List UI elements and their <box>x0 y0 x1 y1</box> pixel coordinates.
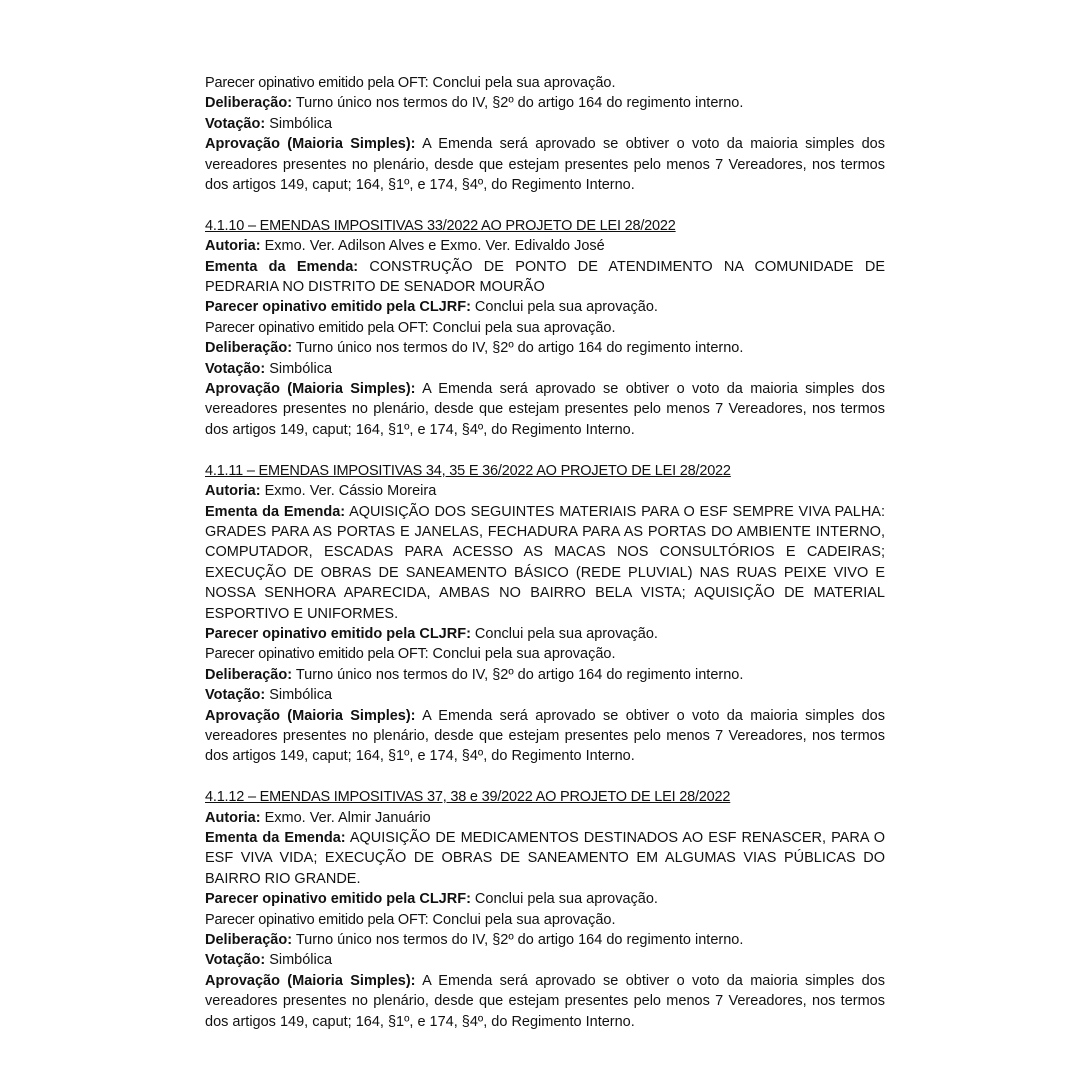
votacao-line <box>205 114 885 134</box>
aprovacao-label: Aprovação (Maioria Simples): <box>205 381 416 398</box>
deliberacao-line <box>205 93 885 113</box>
aprovacao-label: Aprovação (Maioria Simples): <box>205 707 416 724</box>
parecer-oft-text: Conclui pela sua aprovação. <box>428 646 616 663</box>
votacao-line <box>205 950 885 970</box>
autoria-label: Autoria: <box>205 809 261 826</box>
section-heading: 4.1.10 – EMENDAS IMPOSITIVAS 33/2022 AO PROJETO DE LEI 28/2022 <box>205 217 676 234</box>
votacao-line <box>205 685 885 705</box>
aprovacao-text: A Emenda será aprovado se obtiver o voto da maioria simples dos vereadores presentes no plenário, desde que estejam presentes pelo menos 7 Vereadores, nos termos dos artigos 149, caput; 164, §1º, e 174, §4º, do Regimento Interno. <box>205 136 885 194</box>
parecer-oft-label: Parecer opinativo emitido pela OFT: <box>205 911 429 928</box>
section-gap <box>205 195 885 215</box>
section-gap <box>205 767 885 787</box>
votacao-text: Simbólica <box>265 952 333 969</box>
aprovacao-text: A Emenda será aprovado se obtiver o voto da maioria simples dos vereadores presentes no plenário, desde que estejam presentes pelo menos 7 Vereadores, nos termos dos artigos 149, caput; 164, §1º, e 174, §4º, do Regimento Interno. <box>205 707 885 765</box>
votacao-label: Votação: <box>205 115 266 132</box>
aprovacao-text: A Emenda será aprovado se obtiver o voto da maioria simples dos vereadores presentes no plenário, desde que estejam presentes pelo menos 7 Vereadores, nos termos dos artigos 149, caput; 164, §1º, e 174, §4º, do Regimento Interno. <box>205 972 885 1030</box>
votacao-text: Simbólica <box>265 115 333 132</box>
parecer-cljrf-text: Conclui pela sua aprovação. <box>470 891 658 908</box>
document-body <box>205 73 885 1032</box>
parecer-cljrf-label: Parecer opinativo emitido pela CLJRF: <box>205 891 471 908</box>
parecer-oft-line <box>205 910 885 930</box>
parecer-oft-text: Conclui pela sua aprovação. <box>428 75 616 91</box>
parecer-cljrf-line <box>205 624 885 644</box>
ementa-label: Ementa da Emenda: <box>205 258 359 275</box>
deliberacao-text: Turno único nos termos do IV, §2º do artigo 164 do regimento interno. <box>292 95 744 112</box>
deliberacao-line <box>205 338 885 358</box>
parecer-cljrf-label: Parecer opinativo emitido pela CLJRF: <box>205 625 471 642</box>
deliberacao-line <box>205 930 885 950</box>
parecer-oft-label: Parecer opinativo emitido pela OFT: <box>205 75 429 91</box>
ementa-paragraph <box>205 828 885 889</box>
parecer-oft-line <box>205 644 885 664</box>
aprovacao-paragraph <box>205 134 885 195</box>
parecer-cljrf-label: Parecer opinativo emitido pela CLJRF: <box>205 299 471 316</box>
autoria-label: Autoria: <box>205 238 261 255</box>
autoria-line <box>205 236 885 256</box>
section-gap <box>205 440 885 460</box>
deliberacao-line <box>205 665 885 685</box>
parecer-oft-label: Parecer opinativo emitido pela OFT: <box>205 319 429 336</box>
parecer-oft-text: Conclui pela sua aprovação. <box>428 911 616 928</box>
votacao-label: Votação: <box>205 360 266 377</box>
deliberacao-label: Deliberação: <box>205 666 293 683</box>
parecer-cljrf-line <box>205 297 885 317</box>
votacao-label: Votação: <box>205 952 266 969</box>
autoria-label: Autoria: <box>205 483 261 500</box>
parecer-oft-label: Parecer opinativo emitido pela OFT: <box>205 646 429 663</box>
parecer-cljrf-line <box>205 889 885 909</box>
votacao-text: Simbólica <box>265 360 333 377</box>
ementa-text: AQUISIÇÃO DE MEDICAMENTOS DESTINADOS AO ESF RENASCER, PARA O ESF VIVA VIDA; EXECUÇÃO DE OBRAS DE SANEAMENTO EM ALGUMAS VIAS PÚBLICAS DO BAIRRO RIO GRANDE. <box>205 829 886 887</box>
ementa-paragraph <box>205 502 885 624</box>
parecer-oft-line <box>205 73 885 93</box>
parecer-oft-text: Conclui pela sua aprovação. <box>428 319 616 336</box>
parecer-cljrf-text: Conclui pela sua aprovação. <box>470 299 658 316</box>
autoria-text: Exmo. Ver. Almir Januário <box>260 809 431 826</box>
deliberacao-text: Turno único nos termos do IV, §2º do artigo 164 do regimento interno. <box>292 932 744 949</box>
parecer-oft-line <box>205 318 885 338</box>
deliberacao-text: Turno único nos termos do IV, §2º do artigo 164 do regimento interno. <box>292 666 744 683</box>
autoria-text: Exmo. Ver. Adilson Alves e Exmo. Ver. Edivaldo José <box>260 238 605 255</box>
section-heading: 4.1.11 – EMENDAS IMPOSITIVAS 34, 35 E 36/2022 AO PROJETO DE LEI 28/2022 <box>205 462 731 479</box>
ementa-paragraph <box>205 257 885 298</box>
votacao-label: Votação: <box>205 687 266 704</box>
aprovacao-paragraph <box>205 379 885 440</box>
deliberacao-text: Turno único nos termos do IV, §2º do artigo 164 do regimento interno. <box>292 340 744 357</box>
aprovacao-label: Aprovação (Maioria Simples): <box>205 972 416 989</box>
ementa-text: AQUISIÇÃO DOS SEGUINTES MATERIAIS PARA O ESF SEMPRE VIVA PALHA: GRADES PARA AS PORTAS E JANELAS, FECHADURA PARA AS PORTAS DO AMBIENTE INTERNO, COMPUTADOR, ESCADAS PARA ACESSO AS MACAS NOS CONSULTÓRIOS E CADEIRAS; EXECUÇÃO DE OBRAS DE SANEAMENTO BÁSICO (REDE PLUVIAL) NAS RUAS PEIXE VIVO E NOSSA SENHORA APARECIDA, AMBAS NO BAIRRO BELA VISTA; AQUISIÇÃO DE MATERIAL ESPORTIVO E UNIFORMES. <box>205 503 885 622</box>
aprovacao-paragraph <box>205 706 885 767</box>
parecer-cljrf-text: Conclui pela sua aprovação. <box>470 625 658 642</box>
deliberacao-label: Deliberação: <box>205 932 293 949</box>
aprovacao-paragraph <box>205 971 885 1032</box>
section-heading: 4.1.12 – EMENDAS IMPOSITIVAS 37, 38 e 39/2022 AO PROJETO DE LEI 28/2022 <box>205 789 731 806</box>
aprovacao-label: Aprovação (Maioria Simples): <box>205 136 416 153</box>
ementa-label: Ementa da Emenda: <box>205 829 346 846</box>
votacao-text: Simbólica <box>265 687 333 704</box>
autoria-text: Exmo. Ver. Cássio Moreira <box>260 483 437 500</box>
aprovacao-text: A Emenda será aprovado se obtiver o voto da maioria simples dos vereadores presentes no plenário, desde que estejam presentes pelo menos 7 Vereadores, nos termos dos artigos 149, caput; 164, §1º, e 174, §4º, do Regimento Interno. <box>205 381 885 438</box>
autoria-line <box>205 481 885 501</box>
autoria-line <box>205 808 885 828</box>
deliberacao-label: Deliberação: <box>205 340 293 357</box>
ementa-text: CONSTRUÇÃO DE PONTO DE ATENDIMENTO NA COMUNIDADE DE PEDRARIA NO DISTRITO DE SENADOR MOURÃO <box>205 258 886 296</box>
ementa-label: Ementa da Emenda: <box>205 503 346 520</box>
votacao-line <box>205 359 885 379</box>
deliberacao-label: Deliberação: <box>205 95 293 112</box>
